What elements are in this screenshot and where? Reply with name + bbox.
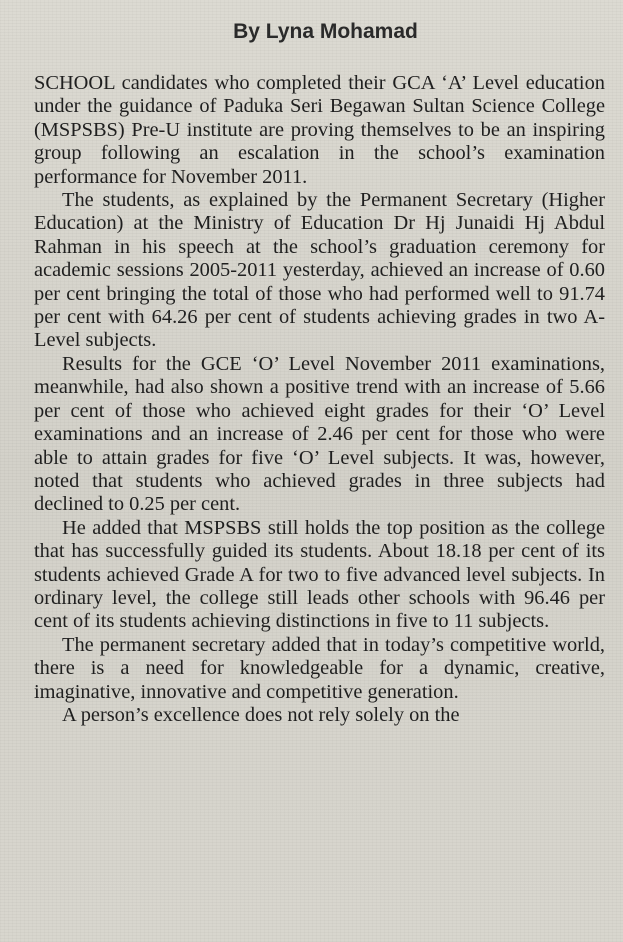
paragraph-2: The students, as explained by the Permanent Secretary (Higher Education) at the Ministry of Education Dr Hj Junaidi Hj Abdul Rahman in his speech at the school’s graduation ceremony for academic sessions 2005-2011 yesterday, achieved an increase of 0.60 per cent bringing the total of those who had performed well to 91.74 per cent with 64.26 per cent of students achieving grades in two A-Level subjects. [34,189,605,352]
paragraph-1: SCHOOL candidates who completed their GCA ‘A’ Level education under the guidance of Paduka Seri Begawan Sultan Science College (MSPSBS) Pre-U institute are proving themselves to be an inspiring group following an escalation in the school’s examination performance for November 2011. [34,72,605,188]
paragraph-6: A person’s excellence does not rely solely on the [62,703,460,726]
paragraph-3: Results for the GCE ‘O’ Level November 2011 examinations, meanwhile, had also shown a positive trend with an increase of 5.66 per cent of those who achieved eight grades for their ‘O’ Level examinations and an increase of 2.46 per cent for those who were able to attain grades for five ‘O’ Level subjects. It was, however, noted that students who achieved grades in three subjects had declined to 0.25 per cent. [34,352,605,516]
article-body [34,72,605,727]
paragraph-4: He added that MSPSBS still holds the top position as the college that has successfully guided its students. About 18.18 per cent of its students achieved Grade A for two to five advanced level subjects. In ordinary level, the college still leads other schools with 96.46 per cent of its students achieving distinctions in five to 11 subjects. [34,516,605,633]
paragraph-5: The permanent secretary added that in today’s competitive world, there is a need for knowledgeable for a dynamic, creative, imaginative, innovative and competitive generation. [34,633,605,703]
byline: By Lyna Mohamad [233,20,418,43]
